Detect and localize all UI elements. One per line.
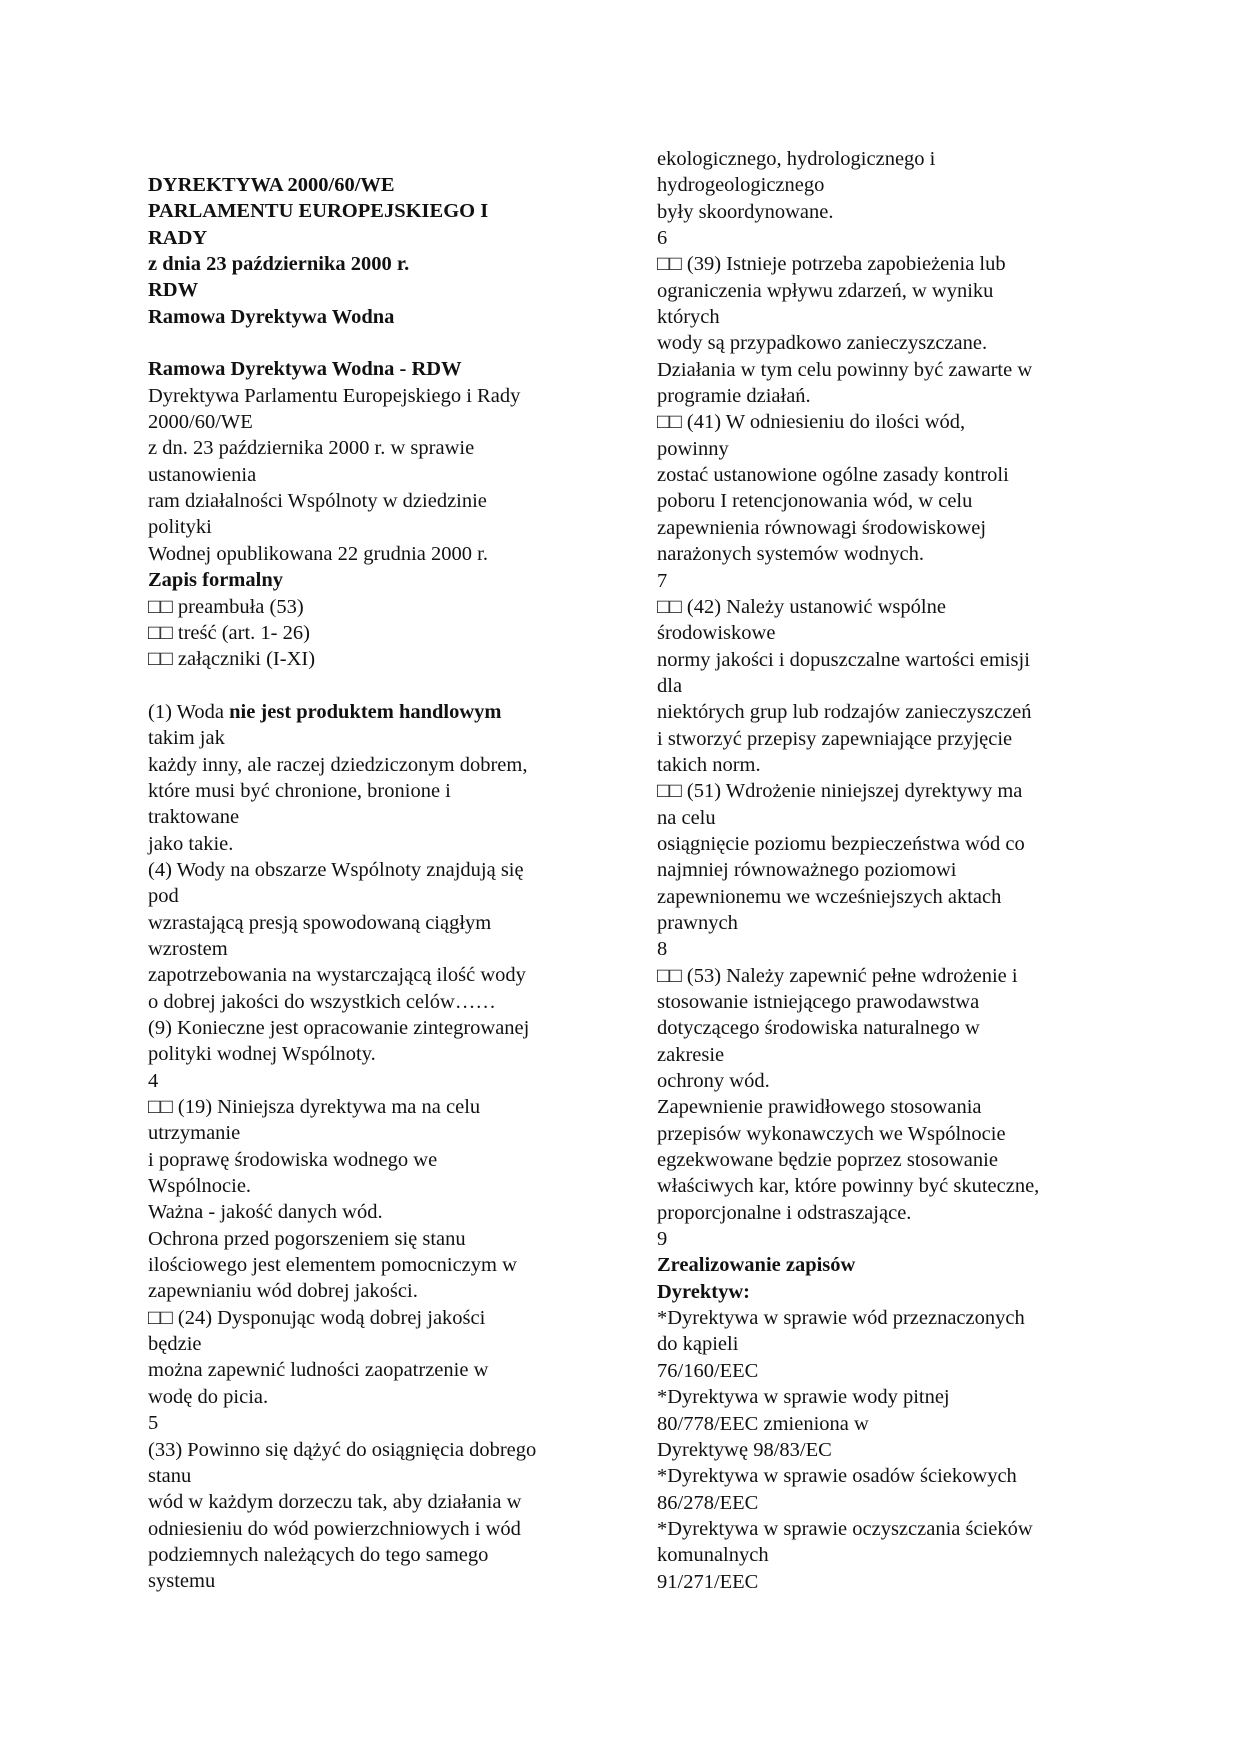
text-line: Zrealizowanie zapisów xyxy=(657,1254,856,1277)
text-line: 4 xyxy=(148,1069,159,1092)
text-line: o dobrej jakości do wszystkich celów…… xyxy=(148,990,496,1013)
text-line: systemu xyxy=(148,1570,216,1593)
text-line: 86/278/EEC xyxy=(657,1491,759,1514)
text-line: właściwych kar, które powinny być skuteczne, xyxy=(657,1175,1040,1198)
text-line: □□ (41) W odniesieniu do ilości wód, xyxy=(657,411,966,434)
text-line: traktowane xyxy=(148,806,240,829)
text-line: 7 xyxy=(657,569,668,592)
text-line: 76/160/EEC xyxy=(657,1359,759,1382)
text-line: PARLAMENTU EUROPEJSKIEGO I xyxy=(148,200,489,223)
text-line: można zapewnić ludności zaopatrzenie w xyxy=(148,1359,489,1382)
text-line: osiągnięcie poziomu bezpieczeństwa wód co xyxy=(657,832,1025,855)
text-line: programie działań. xyxy=(657,385,811,408)
text-line: prawnych xyxy=(657,911,738,934)
text-line: □□ treść (art. 1- 26) xyxy=(148,621,310,644)
text-line: ekologicznego, hydrologicznego i xyxy=(657,148,936,170)
text-line: takich norm. xyxy=(657,753,761,776)
text-line: Dyrektywa Parlamentu Europejskiego i Rady xyxy=(148,384,521,407)
text-line: dla xyxy=(657,674,683,697)
text-line: 2000/60/WE xyxy=(148,411,253,434)
text-line: (4) Wody na obszarze Wspólnoty znajdują się xyxy=(148,858,524,881)
text-line: *Dyrektywa w sprawie oczyszczania ścieków xyxy=(657,1517,1033,1540)
text-line: Ramowa Dyrektywa Wodna - RDW xyxy=(148,358,462,381)
text-line: utrzymanie xyxy=(148,1122,241,1145)
left-column xyxy=(148,172,593,1595)
text-line: ram działalności Wspólnoty w dziedzinie xyxy=(148,490,487,513)
text-line: 6 xyxy=(657,227,668,250)
text-line: dotyczącego środowiska naturalnego w xyxy=(657,1017,980,1040)
text-line: normy jakości i dopuszczalne wartości emisji xyxy=(657,648,1030,671)
text-line: najmniej równoważnego poziomowi xyxy=(657,859,957,882)
text-line: ustanowienia xyxy=(148,463,257,486)
text-line: 8 xyxy=(657,938,668,961)
text-line: □□ (51) Wdrożenie niniejszej dyrektywy ma xyxy=(657,780,1023,803)
text-line: □□ (19) Niniejsza dyrektywa ma na celu xyxy=(148,1096,481,1119)
text-run: nie jest produktem handlowym xyxy=(229,700,502,723)
text-line: zapewnianiu wód dobrej jakości. xyxy=(148,1280,418,1303)
text-line: Ochrona przed pogorszeniem się stanu xyxy=(148,1227,466,1250)
blank-line xyxy=(148,673,593,699)
text-line: □□ (24) Dysponując wodą dobrej jakości xyxy=(148,1306,486,1329)
text-line: RADY xyxy=(148,226,208,249)
text-line: i stworzyć przepisy zapewniające przyjęcie xyxy=(657,727,1013,750)
text-line: (33) Powinno się dążyć do osiągnięcia dobrego xyxy=(148,1438,537,1461)
text-line: □□ (42) Należy ustanowić wspólne xyxy=(657,595,946,618)
text-line xyxy=(148,699,593,725)
text-line: stosowanie istniejącego prawodawstwa xyxy=(657,991,980,1013)
text-line: zapotrzebowania na wystarczającą ilość wody xyxy=(148,964,526,987)
text-line: ochrony wód. xyxy=(657,1070,770,1093)
text-line: ograniczenia wpływu zdarzeń, w wyniku xyxy=(657,279,994,302)
text-line: pod xyxy=(148,885,179,908)
text-line: Wodnej opublikowana 22 grudnia 2000 r. xyxy=(148,542,488,565)
text-line: Dyrektyw: xyxy=(657,1280,750,1303)
text-line: podziemnych należących do tego samego xyxy=(148,1543,489,1566)
text-line: proporcjonalne i odstraszające. xyxy=(657,1201,912,1224)
text-line: z dnia 23 października 2000 r. xyxy=(148,253,410,276)
text-line: polityki xyxy=(148,516,212,539)
text-line: Ważna - jakość danych wód. xyxy=(148,1201,383,1224)
blank-line xyxy=(148,330,593,356)
text-line: zapewnienia równowagi środowiskowej xyxy=(657,516,987,539)
text-line: *Dyrektywa w sprawie osadów ściekowych xyxy=(657,1465,1017,1488)
text-line: polityki wodnej Wspólnoty. xyxy=(148,1043,376,1066)
text-line: hydrogeologicznego xyxy=(657,174,825,197)
text-line: których xyxy=(657,306,720,329)
text-line: *Dyrektywa w sprawie wód przeznaczonych xyxy=(657,1307,1025,1330)
text-line: □□ (53) Należy zapewnić pełne wdrożenie i xyxy=(657,964,1018,987)
text-line: wzrastającą presją spowodowaną ciągłym xyxy=(148,911,492,934)
text-line: RDW xyxy=(148,279,199,302)
text-line: komunalnych xyxy=(657,1544,769,1567)
text-line: były skoordynowane. xyxy=(657,200,834,223)
text-line: środowiskowe xyxy=(657,622,776,645)
text-line: jako takie. xyxy=(148,832,234,855)
text-line: □□ załączniki (I-XI) xyxy=(148,648,316,671)
text-line: poboru I retencjonowania wód, w celu xyxy=(657,490,973,513)
text-line: wodę do picia. xyxy=(148,1385,269,1408)
text-line: Dyrektywę 98/83/EC xyxy=(657,1438,832,1461)
text-line: przepisów wykonawczych we Wspólnocie xyxy=(657,1122,1006,1145)
text-line: Ramowa Dyrektywa Wodna xyxy=(148,305,395,328)
text-line: 5 xyxy=(148,1412,159,1435)
text-line: które musi być chronione, bronione i xyxy=(148,779,451,802)
text-line: 9 xyxy=(657,1228,668,1251)
text-line: 80/778/EEC zmieniona w xyxy=(657,1412,869,1435)
text-line: *Dyrektywa w sprawie wody pitnej xyxy=(657,1386,950,1409)
text-line: stanu xyxy=(148,1464,192,1487)
text-line: □□ (39) Istnieje potrzeba zapobieżenia lub xyxy=(657,253,1006,276)
text-line: wody są przypadkowo zanieczyszczane. xyxy=(657,332,988,355)
text-line: będzie xyxy=(148,1333,202,1356)
text-line: DYREKTYWA 2000/60/WE xyxy=(148,174,395,196)
text-line: niektórych grup lub rodzajów zanieczyszczeń xyxy=(657,701,1032,724)
text-line: Wspólnocie. xyxy=(148,1175,252,1198)
text-line: Zapis formalny xyxy=(148,569,283,592)
text-line: egzekwowane będzie poprzez stosowanie xyxy=(657,1149,998,1172)
text-line: 91/271/EEC xyxy=(657,1570,759,1593)
text-line: zapewnionemu we wcześniejszych aktach xyxy=(657,885,1002,908)
text-line: narażonych systemów wodnych. xyxy=(657,543,925,566)
text-line: na celu xyxy=(657,806,716,829)
text-line: z dn. 23 października 2000 r. w sprawie xyxy=(148,437,475,460)
text-line: Działania w tym celu powinny być zawarte w xyxy=(657,358,1033,381)
text-line: odniesieniu do wód powierzchniowych i wód xyxy=(148,1517,521,1540)
text-line: wzrostem xyxy=(148,937,228,960)
text-line: (9) Konieczne jest opracowanie zintegrowanej xyxy=(148,1017,530,1039)
text-line: zostać ustanowione ogólne zasady kontroli xyxy=(657,464,1009,487)
text-line: każdy inny, ale raczej dziedziczonym dobrem, xyxy=(148,753,528,776)
text-line: ilościowego jest elementem pomocniczym w xyxy=(148,1254,517,1277)
text-line: i poprawę środowiska wodnego we xyxy=(148,1148,438,1171)
text-line: powinny xyxy=(657,437,729,460)
text-line: □□ preambuła (53) xyxy=(148,595,304,618)
text-line: zakresie xyxy=(657,1043,725,1066)
text-line: do kąpieli xyxy=(657,1333,739,1356)
right-column xyxy=(657,146,1097,1595)
text-run: (1) Woda xyxy=(148,700,230,723)
text-line: Zapewnienie prawidłowego stosowania xyxy=(657,1096,982,1119)
text-line: wód w każdym dorzeczu tak, aby działania w xyxy=(148,1491,522,1514)
text-line: takim jak xyxy=(148,727,225,750)
